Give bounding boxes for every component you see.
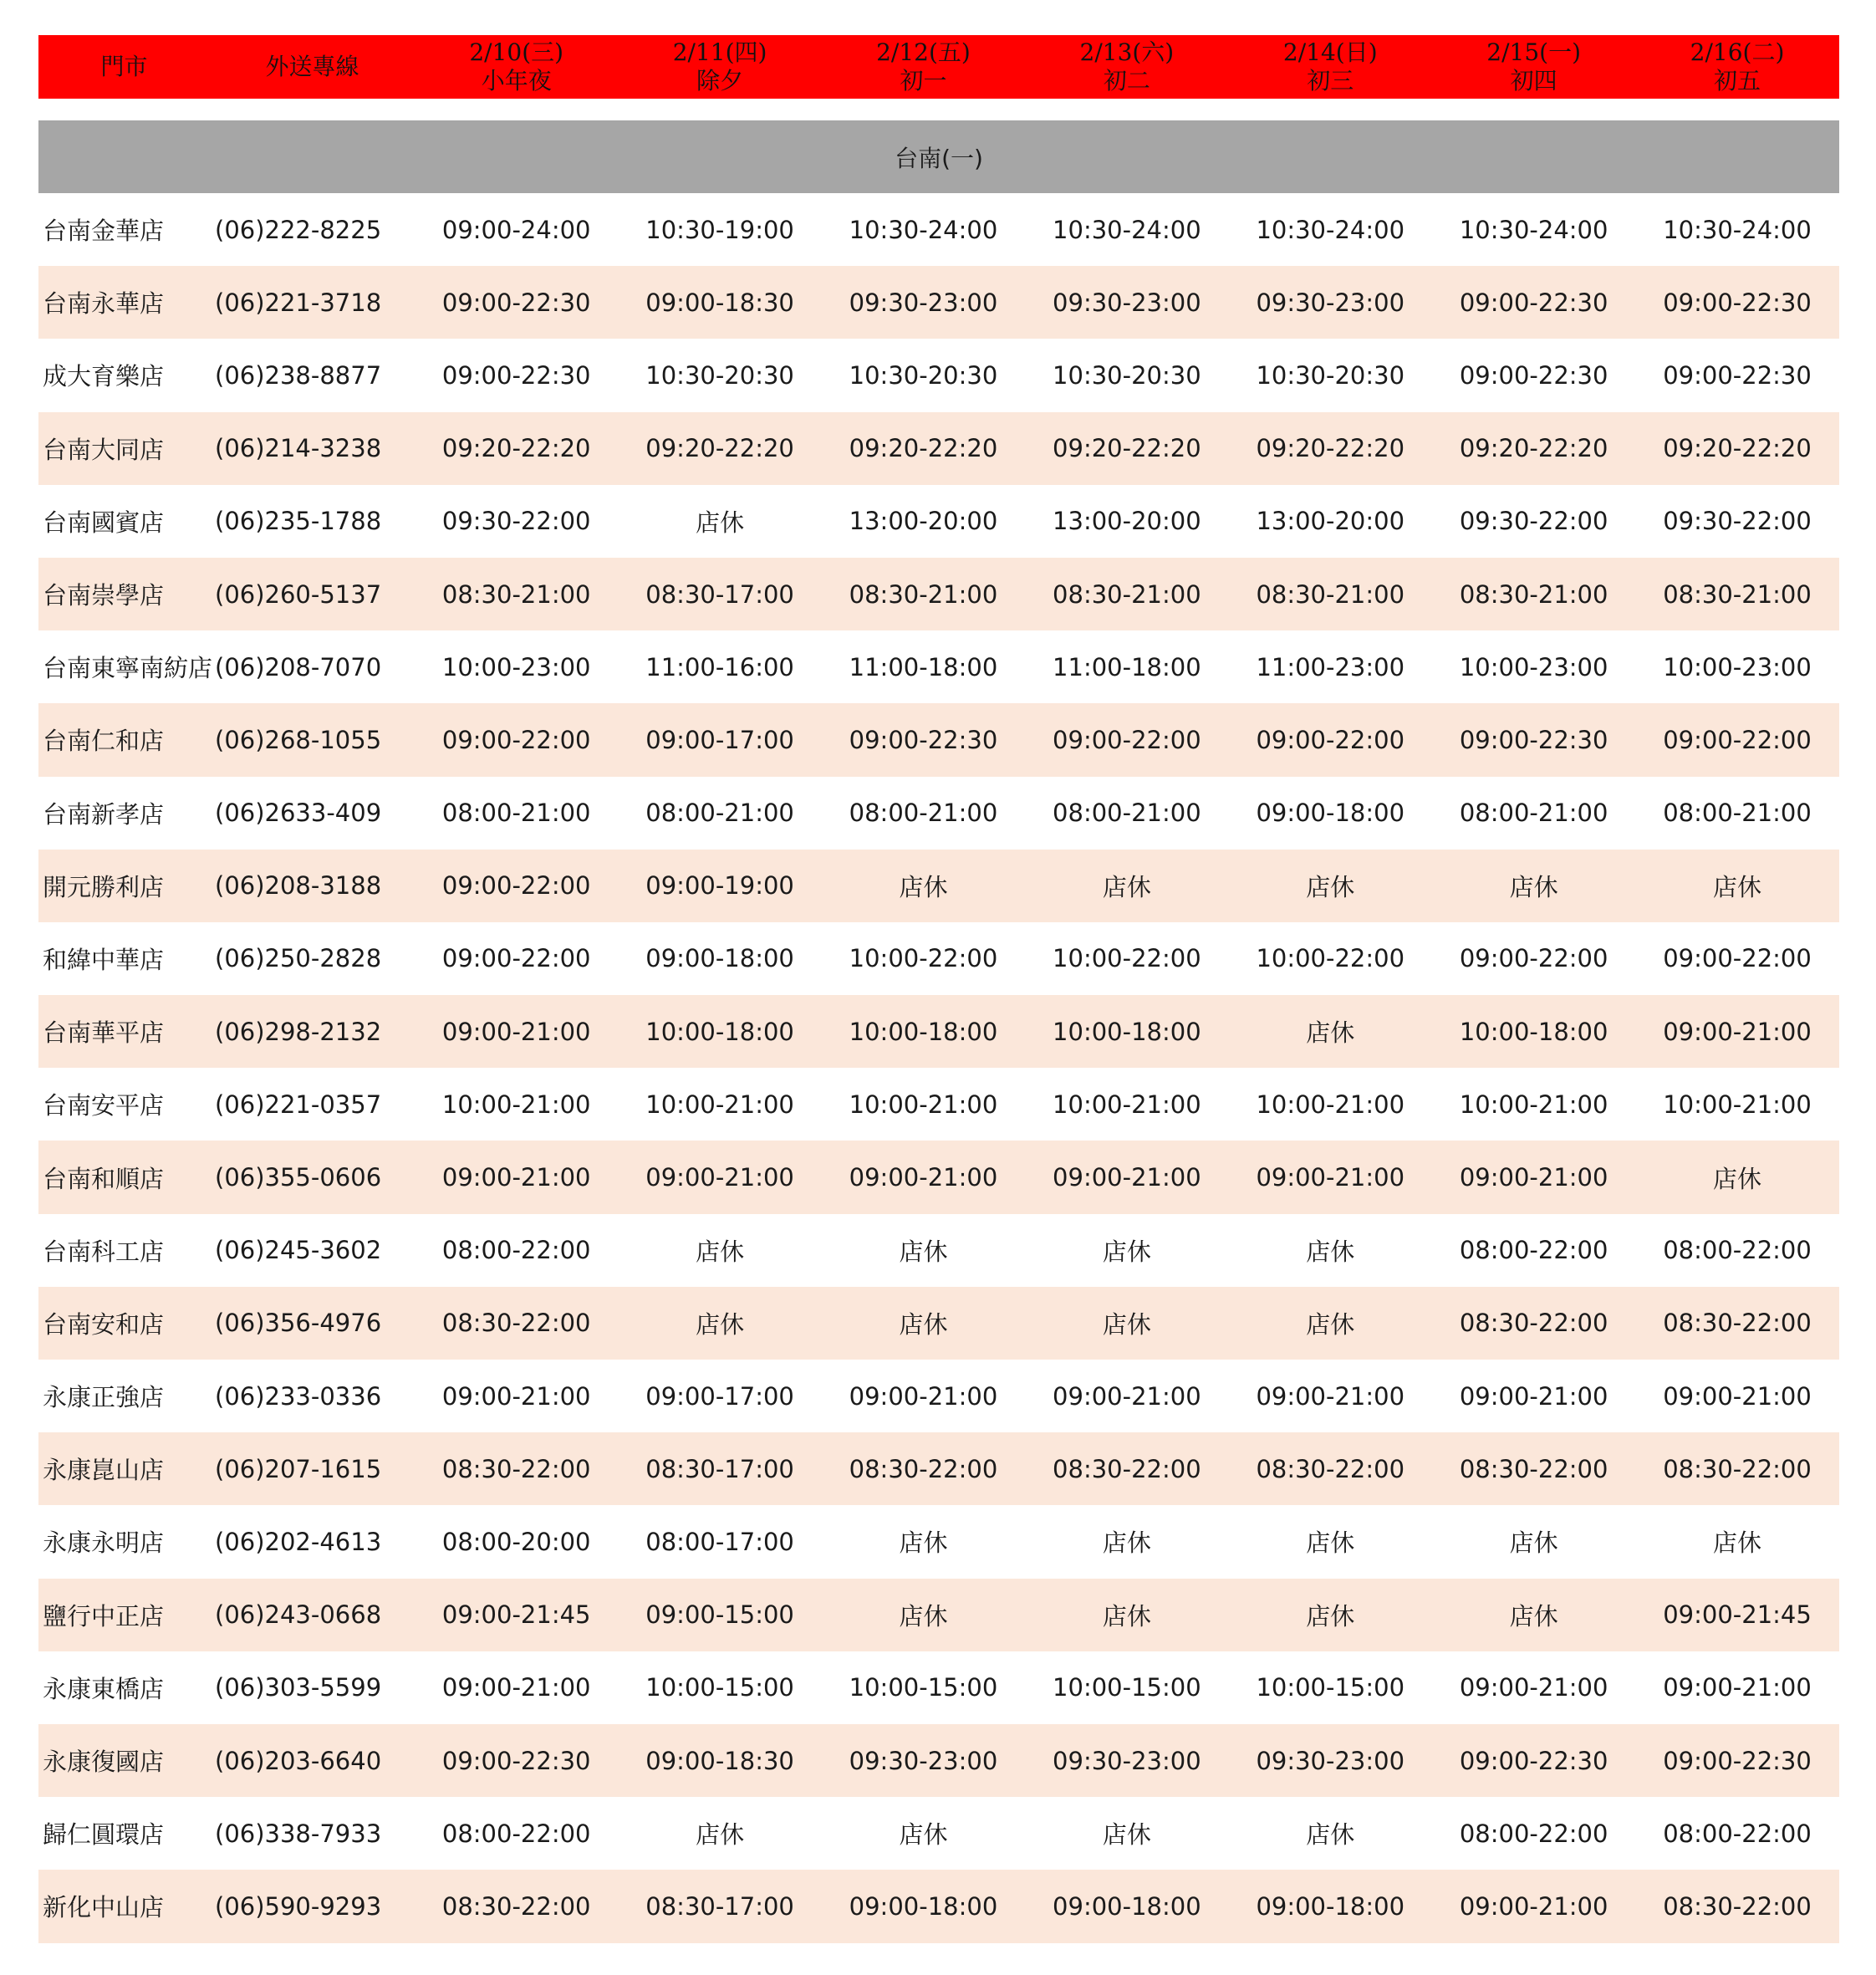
hours-cell: 08:30-17:00 <box>645 1891 794 1921</box>
table-row <box>38 922 1839 995</box>
hours-cell: 08:00-21:00 <box>441 799 591 828</box>
table-row <box>38 1797 1839 1870</box>
header-day-label: 初四 <box>1510 67 1557 94</box>
hours-cell: 09:00-18:30 <box>645 1746 794 1775</box>
hours-cell: 10:30-19:00 <box>645 215 794 244</box>
hours-cell: 09:20-22:20 <box>1053 434 1201 463</box>
header-day <box>822 38 1025 95</box>
table-row <box>38 1287 1839 1360</box>
header-day-label: 小年夜 <box>481 67 552 94</box>
store-name: 永康東橋店 <box>43 1674 165 1703</box>
hours-cell: 店休 <box>1509 872 1558 901</box>
delivery-phone: (06)207-1615 <box>215 1454 382 1483</box>
hours-cell: 10:00-15:00 <box>849 1673 998 1702</box>
hours-cell: 09:00-24:00 <box>441 215 591 244</box>
store-name: 永康復國店 <box>43 1748 165 1777</box>
hours-cell: 08:00-21:00 <box>645 799 794 828</box>
hours-cell: 09:00-15:00 <box>645 1600 794 1630</box>
table-row <box>38 266 1839 339</box>
table-row <box>38 1432 1839 1505</box>
hours-cell: 09:00-21:00 <box>849 1381 998 1411</box>
hours-cell: 09:30-23:00 <box>1053 1746 1201 1775</box>
store-name: 成大育樂店 <box>43 362 165 391</box>
hours-cell: 店休 <box>696 508 745 537</box>
hours-cell: 10:00-22:00 <box>849 944 998 973</box>
delivery-phone: (06)208-3188 <box>215 871 382 901</box>
store-name: 台南大同店 <box>43 435 165 464</box>
delivery-phone: (06)235-1788 <box>215 507 382 536</box>
header-day-date: 2/14(日) <box>1282 38 1378 66</box>
hours-cell: 09:00-22:00 <box>1663 725 1812 754</box>
hours-cell: 08:30-22:00 <box>1663 1891 1812 1921</box>
hours-cell: 08:00-22:00 <box>1663 1819 1812 1848</box>
hours-cell: 10:30-24:00 <box>1663 215 1812 244</box>
hours-cell: 08:30-21:00 <box>1459 579 1608 609</box>
store-name: 台南和順店 <box>43 1164 165 1193</box>
table-row <box>38 1870 1839 1942</box>
header-day <box>1229 38 1432 95</box>
hours-cell: 店休 <box>899 1601 948 1631</box>
header-day <box>1432 38 1635 95</box>
hours-cell: 10:00-23:00 <box>1663 652 1812 681</box>
hours-cell: 09:30-23:00 <box>849 1746 998 1775</box>
hours-cell: 09:00-21:00 <box>1663 1017 1812 1046</box>
hours-cell: 店休 <box>899 1820 948 1850</box>
hours-cell: 09:00-17:00 <box>645 725 794 754</box>
hours-cell: 10:00-23:00 <box>441 652 591 681</box>
header-store-label: 門市 <box>100 53 148 80</box>
header-phone <box>210 53 415 81</box>
hours-cell: 09:00-21:00 <box>441 1017 591 1046</box>
store-name: 台南科工店 <box>43 1237 165 1266</box>
table-row <box>38 1141 1839 1213</box>
table-row <box>38 1068 1839 1141</box>
header-day <box>1025 38 1228 95</box>
hours-cell: 13:00-20:00 <box>849 507 998 536</box>
hours-cell: 08:00-21:00 <box>849 799 998 828</box>
hours-cell: 09:20-22:20 <box>1459 434 1608 463</box>
hours-cell: 13:00-20:00 <box>1053 507 1201 536</box>
hours-cell: 09:00-21:00 <box>1053 1381 1201 1411</box>
hours-cell: 08:00-22:00 <box>441 1819 591 1848</box>
hours-cell: 09:30-22:00 <box>441 507 591 536</box>
header-phone-label: 外送專線 <box>265 53 359 80</box>
hours-cell: 店休 <box>1306 1601 1355 1631</box>
header-day-label: 初五 <box>1714 67 1761 94</box>
table-row <box>38 412 1839 485</box>
hours-cell: 店休 <box>1713 1164 1762 1193</box>
hours-cell: 09:00-22:30 <box>1663 288 1812 317</box>
hours-cell: 08:30-17:00 <box>645 1454 794 1483</box>
hours-cell: 09:00-21:00 <box>441 1163 591 1192</box>
store-name: 台南新孝店 <box>43 799 165 829</box>
hours-cell: 08:00-22:00 <box>441 1236 591 1265</box>
hours-cell: 09:00-22:30 <box>441 1746 591 1775</box>
hours-cell: 店休 <box>1102 1309 1151 1339</box>
delivery-phone: (06)245-3602 <box>215 1236 382 1265</box>
hours-cell: 09:20-22:20 <box>1256 434 1405 463</box>
hours-cell: 08:00-21:00 <box>1663 799 1812 828</box>
delivery-phone: (06)268-1055 <box>215 725 382 754</box>
hours-cell: 10:30-20:30 <box>849 360 998 390</box>
hours-cell: 09:00-18:00 <box>1256 1891 1405 1921</box>
delivery-phone: (06)250-2828 <box>215 944 382 973</box>
hours-cell: 08:00-22:00 <box>1459 1236 1608 1265</box>
hours-cell: 10:00-15:00 <box>1053 1673 1201 1702</box>
hours-cell: 09:00-22:30 <box>441 288 591 317</box>
hours-cell: 店休 <box>696 1309 745 1339</box>
store-name: 台南金華店 <box>43 217 165 246</box>
store-name: 永康永明店 <box>43 1528 165 1558</box>
delivery-phone: (06)208-7070 <box>215 652 382 681</box>
hours-cell: 店休 <box>1102 872 1151 901</box>
table-row <box>38 1651 1839 1724</box>
hours-cell: 10:00-18:00 <box>1459 1017 1608 1046</box>
hours-cell: 08:30-17:00 <box>645 579 794 609</box>
header-day-date: 2/11(四) <box>672 38 767 66</box>
hours-cell: 10:00-15:00 <box>645 1673 794 1702</box>
table-row <box>38 1214 1839 1287</box>
store-name: 台南永華店 <box>43 289 165 319</box>
hours-cell: 10:30-24:00 <box>1256 215 1405 244</box>
hours-cell: 13:00-20:00 <box>1256 507 1405 536</box>
hours-cell: 08:30-22:00 <box>1663 1454 1812 1483</box>
hours-cell: 店休 <box>899 1528 948 1558</box>
hours-cell: 10:00-21:00 <box>849 1090 998 1119</box>
delivery-phone: (06)203-6640 <box>215 1746 382 1775</box>
header-day-date: 2/13(六) <box>1079 38 1175 66</box>
hours-cell: 08:30-21:00 <box>441 579 591 609</box>
hours-cell: 09:00-19:00 <box>645 871 794 901</box>
hours-cell: 08:00-20:00 <box>441 1527 591 1556</box>
header-day-date: 2/16(二) <box>1690 38 1785 66</box>
hours-cell: 店休 <box>899 872 948 901</box>
store-name: 永康崑山店 <box>43 1456 165 1485</box>
holiday-hours-table <box>38 35 1839 1943</box>
hours-cell: 09:20-22:20 <box>1663 434 1812 463</box>
hours-cell: 09:00-22:00 <box>1459 944 1608 973</box>
hours-cell: 09:00-21:00 <box>441 1381 591 1411</box>
hours-cell: 09:00-18:00 <box>1256 799 1405 828</box>
hours-cell: 11:00-18:00 <box>849 652 998 681</box>
hours-cell: 10:00-22:00 <box>1256 944 1405 973</box>
store-name: 和緯中華店 <box>43 945 165 974</box>
hours-cell: 08:30-22:00 <box>441 1891 591 1921</box>
header-day-date: 2/10(三) <box>469 38 564 66</box>
header-store <box>38 53 210 81</box>
hours-cell: 09:00-22:30 <box>1459 725 1608 754</box>
hours-cell: 09:30-23:00 <box>1256 1746 1405 1775</box>
hours-cell: 10:00-21:00 <box>441 1090 591 1119</box>
table-row <box>38 630 1839 703</box>
hours-cell: 店休 <box>1306 872 1355 901</box>
hours-cell: 10:30-24:00 <box>849 215 998 244</box>
hours-cell: 08:30-22:00 <box>1459 1309 1608 1338</box>
hours-cell: 09:00-21:00 <box>1256 1381 1405 1411</box>
hours-cell: 10:00-21:00 <box>1053 1090 1201 1119</box>
delivery-phone: (06)590-9293 <box>215 1891 382 1921</box>
store-name: 台南東寧南紡店 <box>43 654 213 683</box>
store-name: 永康正強店 <box>43 1383 165 1412</box>
header-day-label: 初一 <box>900 67 947 94</box>
hours-cell: 10:00-18:00 <box>1053 1017 1201 1046</box>
store-name: 台南華平店 <box>43 1018 165 1048</box>
table-row <box>38 850 1839 922</box>
store-name: 台南安平店 <box>43 1091 165 1120</box>
hours-cell: 08:30-22:00 <box>849 1454 998 1483</box>
hours-cell: 09:30-23:00 <box>1053 288 1201 317</box>
header-day-label: 初二 <box>1103 67 1150 94</box>
hours-cell: 09:20-22:20 <box>645 434 794 463</box>
hours-cell: 09:00-21:00 <box>849 1163 998 1192</box>
hours-cell: 10:30-20:30 <box>645 360 794 390</box>
hours-cell: 09:00-17:00 <box>645 1381 794 1411</box>
store-name: 開元勝利店 <box>43 872 165 901</box>
hours-cell: 08:30-21:00 <box>1256 579 1405 609</box>
hours-cell: 09:30-23:00 <box>849 288 998 317</box>
table-row <box>38 1724 1839 1797</box>
hours-cell: 10:00-18:00 <box>645 1017 794 1046</box>
hours-cell: 店休 <box>899 1309 948 1339</box>
hours-cell: 09:00-22:00 <box>441 944 591 973</box>
store-name: 台南國賓店 <box>43 508 165 537</box>
hours-cell: 08:30-22:00 <box>1663 1309 1812 1338</box>
table-row <box>38 995 1839 1068</box>
hours-cell: 店休 <box>1102 1820 1151 1850</box>
table-header-row <box>38 35 1839 99</box>
hours-cell: 10:00-21:00 <box>645 1090 794 1119</box>
hours-cell: 08:30-22:00 <box>441 1309 591 1338</box>
hours-cell: 店休 <box>1509 1601 1558 1631</box>
hours-cell: 10:00-21:00 <box>1663 1090 1812 1119</box>
hours-cell: 09:00-22:30 <box>441 360 591 390</box>
delivery-phone: (06)303-5599 <box>215 1673 382 1702</box>
delivery-phone: (06)260-5137 <box>215 579 382 609</box>
hours-cell: 08:30-21:00 <box>1053 579 1201 609</box>
delivery-phone: (06)222-8225 <box>215 215 382 244</box>
hours-cell: 09:00-21:00 <box>1256 1163 1405 1192</box>
hours-cell: 10:30-24:00 <box>1459 215 1608 244</box>
delivery-phone: (06)2633-409 <box>215 799 382 828</box>
hours-cell: 店休 <box>1306 1237 1355 1266</box>
header-day-date: 2/12(五) <box>876 38 971 66</box>
hours-cell: 08:00-17:00 <box>645 1527 794 1556</box>
hours-cell: 09:00-22:30 <box>1459 288 1608 317</box>
hours-cell: 09:00-18:00 <box>645 944 794 973</box>
table-row <box>38 485 1839 558</box>
hours-cell: 08:30-22:00 <box>1256 1454 1405 1483</box>
hours-cell: 08:00-21:00 <box>1053 799 1201 828</box>
header-day-date: 2/15(一) <box>1486 38 1582 66</box>
hours-cell: 09:00-22:30 <box>849 725 998 754</box>
delivery-phone: (06)356-4976 <box>215 1309 382 1338</box>
hours-cell: 11:00-18:00 <box>1053 652 1201 681</box>
hours-cell: 店休 <box>1713 872 1762 901</box>
delivery-phone: (06)298-2132 <box>215 1017 382 1046</box>
hours-cell: 09:00-21:00 <box>1459 1891 1608 1921</box>
hours-cell: 店休 <box>696 1820 745 1850</box>
store-name: 歸仁圓環店 <box>43 1820 165 1850</box>
hours-cell: 09:00-22:00 <box>441 725 591 754</box>
hours-cell: 08:30-21:00 <box>849 579 998 609</box>
hours-cell: 09:00-21:00 <box>1053 1163 1201 1192</box>
hours-cell: 08:30-22:00 <box>1053 1454 1201 1483</box>
region-row <box>38 120 1839 193</box>
hours-cell: 11:00-16:00 <box>645 652 794 681</box>
hours-cell: 店休 <box>1102 1528 1151 1558</box>
hours-cell: 09:00-22:00 <box>1663 944 1812 973</box>
delivery-phone: (06)214-3238 <box>215 434 382 463</box>
delivery-phone: (06)202-4613 <box>215 1527 382 1556</box>
delivery-phone: (06)238-8877 <box>215 360 382 390</box>
hours-cell: 09:00-22:00 <box>1053 725 1201 754</box>
hours-cell: 09:00-21:45 <box>1663 1600 1812 1630</box>
table-row <box>38 1505 1839 1578</box>
store-name: 台南安和店 <box>43 1309 165 1339</box>
delivery-phone: (06)338-7933 <box>215 1819 382 1848</box>
hours-cell: 09:00-22:00 <box>1256 725 1405 754</box>
hours-cell: 10:00-23:00 <box>1459 652 1608 681</box>
hours-cell: 09:00-21:00 <box>1459 1673 1608 1702</box>
hours-cell: 09:30-22:00 <box>1663 507 1812 536</box>
header-gap <box>38 99 1839 120</box>
hours-cell: 09:00-21:00 <box>441 1673 591 1702</box>
hours-cell: 09:00-18:00 <box>849 1891 998 1921</box>
delivery-phone: (06)355-0606 <box>215 1163 382 1192</box>
store-name: 新化中山店 <box>43 1893 165 1922</box>
hours-cell: 09:00-22:30 <box>1459 1746 1608 1775</box>
store-name: 台南仁和店 <box>43 727 165 756</box>
hours-cell: 10:00-15:00 <box>1256 1673 1405 1702</box>
delivery-phone: (06)243-0668 <box>215 1600 382 1630</box>
hours-cell: 11:00-23:00 <box>1256 652 1405 681</box>
hours-cell: 店休 <box>1306 1018 1355 1048</box>
hours-cell: 店休 <box>1306 1820 1355 1850</box>
delivery-phone: (06)221-3718 <box>215 288 382 317</box>
hours-cell: 09:00-21:00 <box>1459 1381 1608 1411</box>
hours-cell: 08:00-21:00 <box>1459 799 1608 828</box>
hours-cell: 店休 <box>1306 1309 1355 1339</box>
table-row <box>38 703 1839 776</box>
hours-cell: 09:20-22:20 <box>441 434 591 463</box>
table-row <box>38 777 1839 850</box>
table-row <box>38 558 1839 630</box>
table-row <box>38 1579 1839 1651</box>
hours-cell: 09:00-22:00 <box>441 871 591 901</box>
hours-cell: 店休 <box>696 1237 745 1266</box>
hours-cell: 09:00-18:30 <box>645 288 794 317</box>
hours-cell: 09:00-21:00 <box>1459 1163 1608 1192</box>
hours-cell: 09:00-18:00 <box>1053 1891 1201 1921</box>
store-name: 台南崇學店 <box>43 581 165 610</box>
header-day-label: 除夕 <box>696 67 744 94</box>
table-row <box>38 339 1839 411</box>
hours-cell: 10:00-22:00 <box>1053 944 1201 973</box>
hours-cell: 10:30-20:30 <box>1053 360 1201 390</box>
hours-cell: 09:00-21:00 <box>1663 1381 1812 1411</box>
hours-cell: 店休 <box>1306 1528 1355 1558</box>
hours-cell: 09:00-22:30 <box>1459 360 1608 390</box>
hours-cell: 10:00-21:00 <box>1256 1090 1405 1119</box>
hours-cell: 10:00-21:00 <box>1459 1090 1608 1119</box>
hours-cell: 店休 <box>1102 1237 1151 1266</box>
header-day <box>415 38 618 95</box>
table-row <box>38 1360 1839 1432</box>
hours-cell: 店休 <box>899 1237 948 1266</box>
hours-cell: 店休 <box>1102 1601 1151 1631</box>
table-body <box>38 193 1839 1943</box>
delivery-phone: (06)221-0357 <box>215 1090 382 1119</box>
hours-cell: 店休 <box>1713 1528 1762 1558</box>
header-day-label: 初三 <box>1307 67 1354 94</box>
hours-cell: 10:30-24:00 <box>1053 215 1201 244</box>
region-label: 台南(一) <box>895 144 983 172</box>
hours-cell: 08:30-22:00 <box>1459 1454 1608 1483</box>
hours-cell: 10:30-20:30 <box>1256 360 1405 390</box>
header-day <box>1635 38 1838 95</box>
hours-cell: 09:00-22:30 <box>1663 360 1812 390</box>
hours-cell: 08:00-22:00 <box>1459 1819 1608 1848</box>
hours-cell: 08:30-22:00 <box>441 1454 591 1483</box>
hours-cell: 09:00-22:30 <box>1663 1746 1812 1775</box>
hours-cell: 09:30-22:00 <box>1459 507 1608 536</box>
hours-cell: 09:30-23:00 <box>1256 288 1405 317</box>
hours-cell: 08:30-21:00 <box>1663 579 1812 609</box>
delivery-phone: (06)233-0336 <box>215 1381 382 1411</box>
hours-cell: 09:00-21:00 <box>1663 1673 1812 1702</box>
header-day <box>618 38 821 95</box>
hours-cell: 09:00-21:00 <box>645 1163 794 1192</box>
hours-cell: 10:00-18:00 <box>849 1017 998 1046</box>
table-row <box>38 193 1839 266</box>
hours-cell: 09:00-21:45 <box>441 1600 591 1630</box>
hours-cell: 店休 <box>1509 1528 1558 1558</box>
hours-cell: 09:20-22:20 <box>849 434 998 463</box>
hours-cell: 08:00-22:00 <box>1663 1236 1812 1265</box>
store-name: 鹽行中正店 <box>43 1601 165 1631</box>
